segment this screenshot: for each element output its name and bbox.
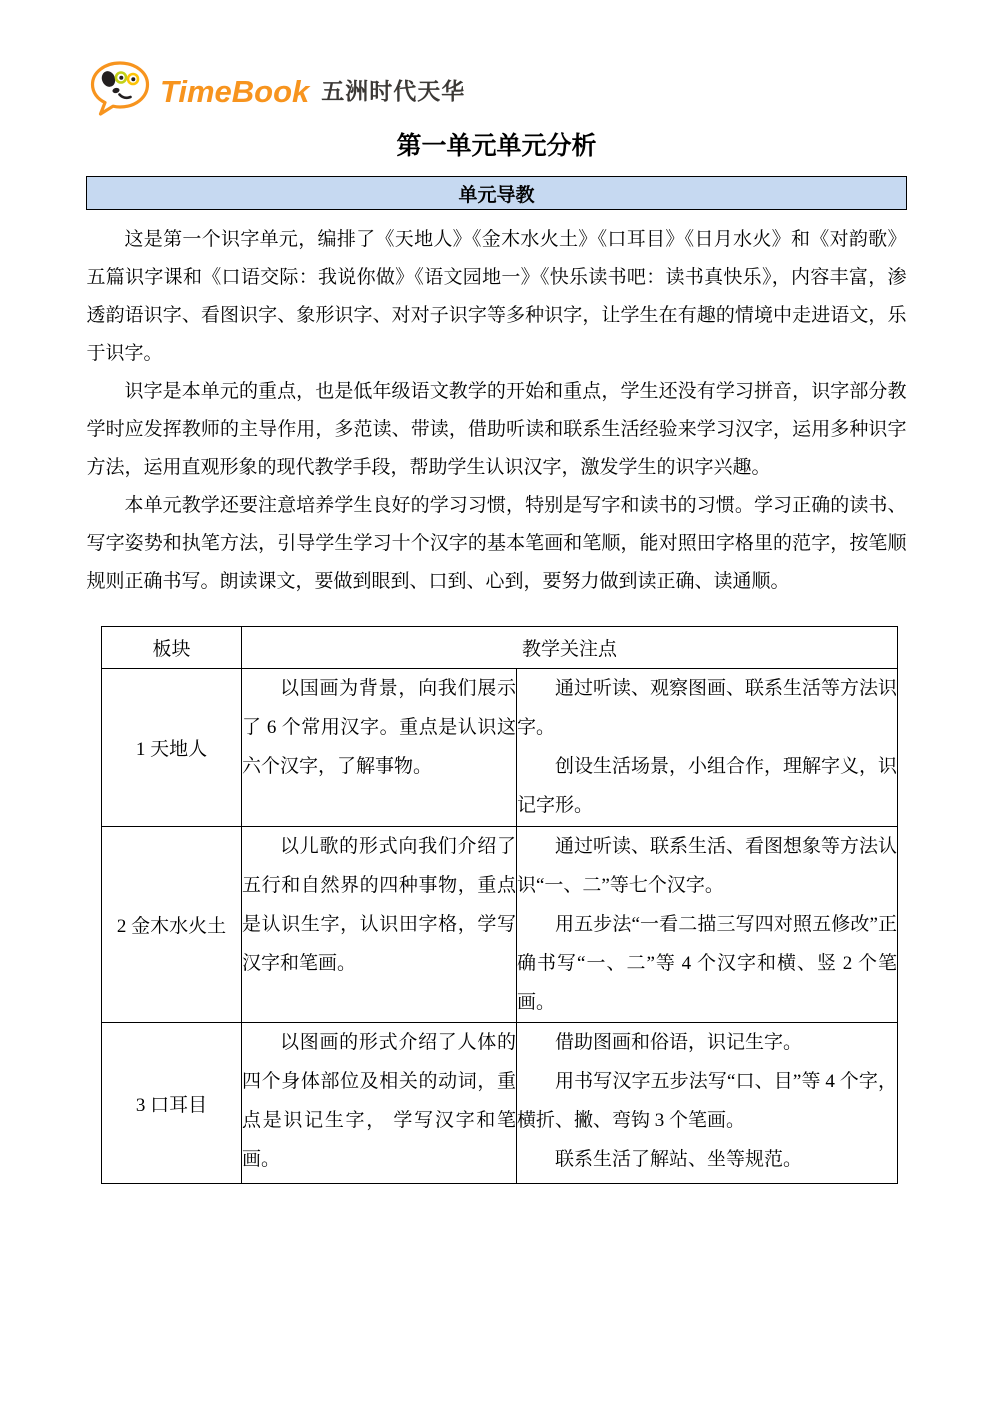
- row-label: 1 天地人: [102, 669, 242, 827]
- page-title: 第一单元单元分析: [396, 132, 597, 160]
- column-header-focus: 教学关注点: [242, 627, 898, 669]
- focus-cell: [517, 1023, 898, 1184]
- overview-paragraph: 以儿歌的形式向我们介绍了五行和自然界的四种事物，重点是认识生字，认识田字格，学写汉字和笔画。: [242, 836, 516, 974]
- brand-suffix-text: 五洲时代天华: [321, 77, 466, 104]
- focus-cell: [517, 827, 898, 1023]
- table-row: [102, 669, 898, 827]
- body-paragraph: 本单元教学还要注意培养学生良好的学习习惯，特别是写字和读书的习惯。学习正确的读书、写字姿势和执笔方法，引导学生学习十个汉字的基本笔画和笔顺，能对照田字格里的范字，按笔顺规则正确书写。朗读课文，要做到眼到、口到、心到，要努力做到读正确、读通顺。: [86, 495, 907, 592]
- row-label: 2 金木水火土: [102, 827, 242, 1023]
- body-content: [87, 221, 907, 601]
- overview-paragraph: 以国画为背景，向我们展示了 6 个常用汉字。重点是认识这六个汉字，了解事物。: [242, 678, 516, 777]
- unit-analysis-table: [101, 626, 898, 1184]
- focus-paragraph: 通过听读、联系生活、看图想象等方法认识“一、二”等七个汉字。: [517, 836, 898, 896]
- focus-paragraph: 用五步法“一看二描三写四对照五修改”正确书写“一、二”等 4 个汉字和横、竖 2 个笔画。: [517, 914, 898, 1013]
- speech-bubble-mascot-icon: [88, 60, 152, 123]
- table-row: [102, 1023, 898, 1184]
- focus-paragraph: 创设生活场景，小组合作，理解字义，识记字形。: [517, 756, 898, 816]
- overview-cell: [242, 669, 517, 827]
- row-label: 3 口耳目: [102, 1023, 242, 1184]
- focus-cell: [517, 669, 898, 827]
- table-header-row: [102, 627, 898, 669]
- overview-cell: [242, 1023, 517, 1184]
- section-header-label: 单元导教: [458, 184, 535, 206]
- column-header-section: 板块: [102, 627, 242, 669]
- focus-paragraph: 联系生活了解站、坐等规范。: [555, 1149, 803, 1170]
- focus-paragraph: 用书写汉字五步法写“口、目”等 4 个字，横折、撇、弯钩 3 个笔画。: [517, 1071, 898, 1131]
- table-row: [102, 827, 898, 1023]
- brand-text: TimeBook: [160, 73, 310, 109]
- body-paragraph: 识字是本单元的重点，也是低年级语文教学的开始和重点，学生还没有学习拼音，识字部分教学时应发挥教师的主导作用，多范读、带读，借助听读和联系生活经验来学习汉字，运用多种识字方法，运用直观形象的现代教学手段，帮助学生认识汉字，激发学生的识字兴趣。: [86, 381, 907, 478]
- logo: [0, 0, 993, 120]
- overview-cell: [242, 827, 517, 1023]
- focus-paragraph: 通过听读、观察图画、联系生活等方法识字。: [517, 678, 898, 738]
- focus-paragraph: 借助图画和俗语，识记生字。: [555, 1032, 803, 1053]
- overview-paragraph: 以图画的形式介绍了人体的四个身体部位及相关的动词，重点是识记生字， 学写汉字和笔画。: [242, 1032, 516, 1170]
- section-header-bar: [86, 176, 907, 210]
- body-paragraph: 这是第一个识字单元，编排了《天地人》《金木水火土》《口耳目》《日月水火》和《对韵歌》五篇识字课和《口语交际：我说你做》《语文园地一》《快乐读书吧：读书真快乐》，内容丰富，渗透韵语识字、看图识字、象形识字、对对子识字等多种识字，让学生在有趣的情境中走进语文，乐于识字。: [86, 229, 907, 364]
